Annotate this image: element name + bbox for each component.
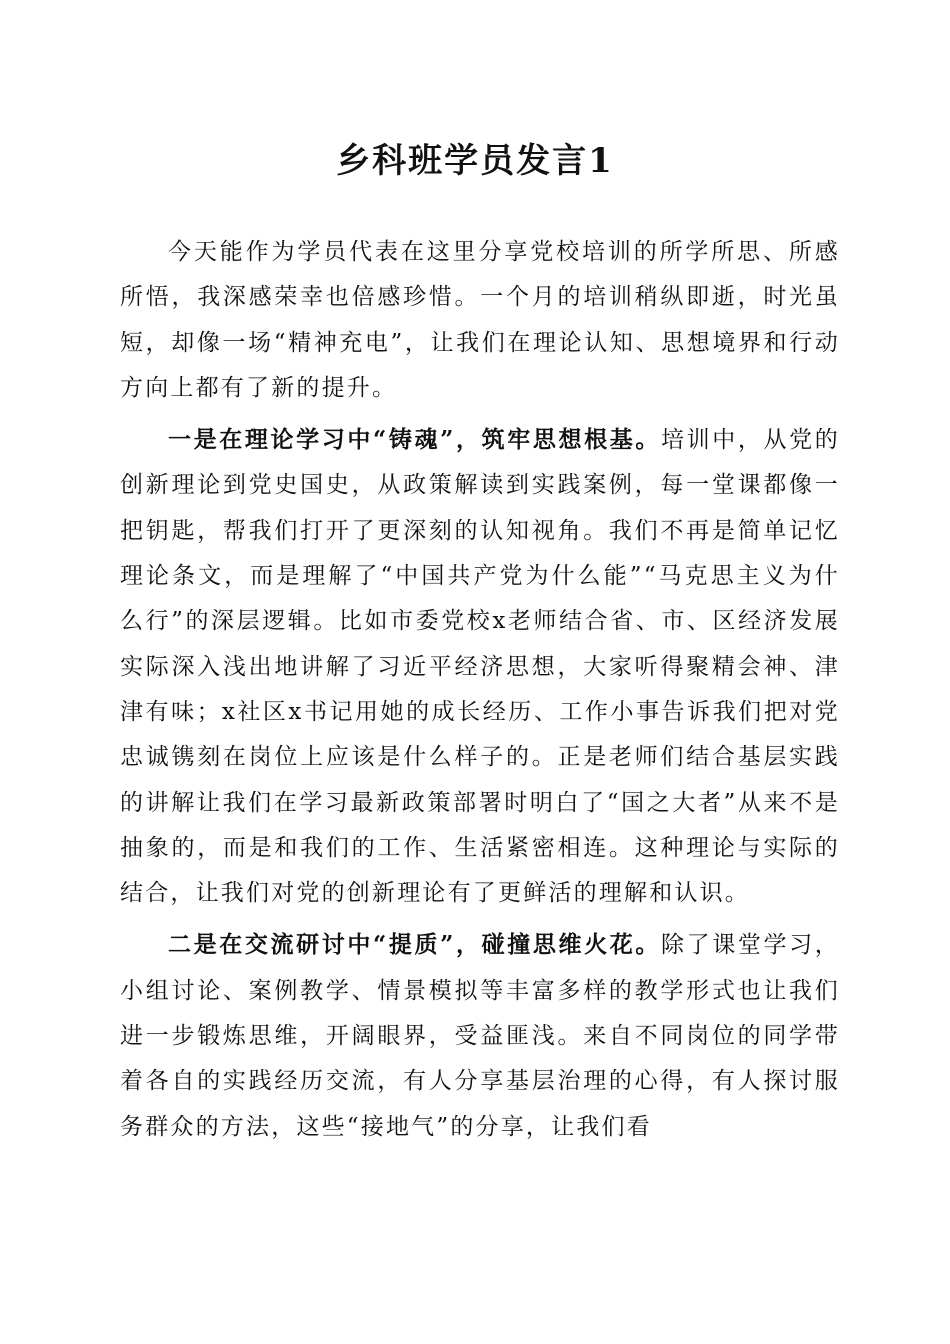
paragraph-text: 除了课堂学习，小组讨论、案例教学、情景模拟等丰富多样的教学形式也让我们进一步锻炼思维，开阔眼界，受益匪浅。来自不同岗位的同学带着各自的实践经历交流，有人分享基层治理的心得，有人探讨服务群众的方法，这些“接地气”的分享，让我们看 bbox=[120, 932, 840, 1140]
paragraph-discussion bbox=[120, 922, 840, 1149]
paragraph-text: 培训中，从党的创新理论到党史国史，从政策解读到实践案例，每一堂课都像一把钥匙，帮我们打开了更深刻的认知视角。我们不再是简单记忆理论条文，而是理解了“中国共产党为什么能”“马克思主义为什么行”的深层逻辑。比如市委党校x老师结合省、市、区经济发展实际深入浅出地讲解了习近平经济思想，大家听得聚精会神、津津有味；x社区x书记用她的成长经历、工作小事告诉我们把对党忠诚镌刻在岗位上应该是什么样子的。正是老师们结合基层实践的讲解让我们在学习最新政策部署时明白了“国之大者”从来不是抽象的，而是和我们的工作、生活紧密相连。这种理论与实际的结合，让我们对党的创新理论有了更鲜活的理解和认识。 bbox=[120, 427, 840, 907]
paragraph-theory-study bbox=[120, 417, 840, 916]
paragraph-text: 今天能作为学员代表在这里分享党校培训的所学所思、所感所悟，我深感荣幸也倍感珍惜。一个月的培训稍纵即逝，时光虽短，却像一场“精神充电”，让我们在理论认知、思想境界和行动方向上都有了新的提升。 bbox=[120, 239, 840, 401]
document-title: 乡科班学员发言1 bbox=[336, 141, 614, 181]
paragraph-lead: 一是在理论学习中“铸魂”，筑牢思想根基。 bbox=[168, 426, 662, 454]
paragraph-lead: 二是在交流研讨中“提质”，碰撞思维火花。 bbox=[168, 931, 662, 959]
document-body bbox=[120, 230, 840, 1150]
paragraph-intro bbox=[120, 230, 840, 411]
